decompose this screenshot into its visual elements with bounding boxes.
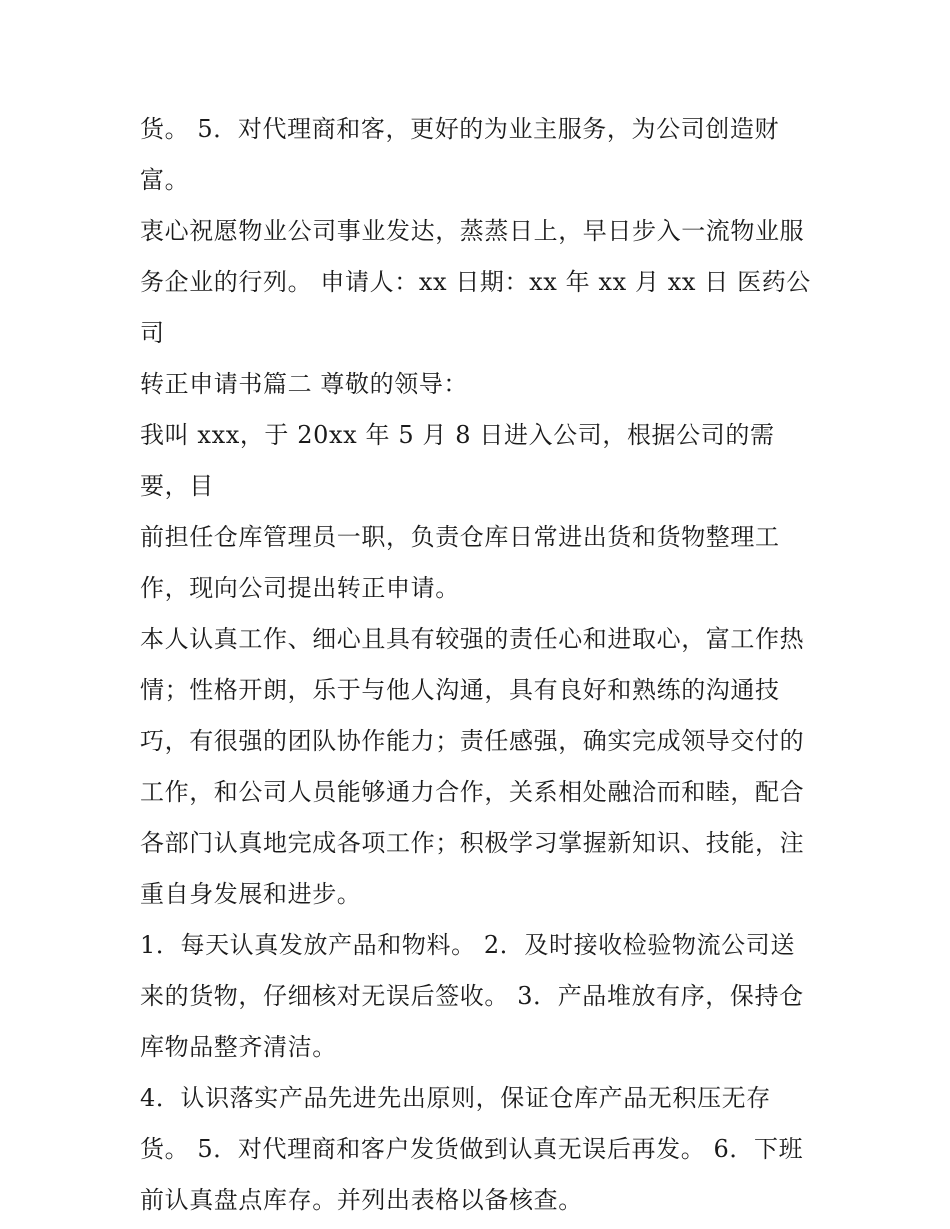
paragraph-duties-list-1: 1．每天认真发放产品和物料。 2．及时接收检验物流公司送 来的货物，仔细核对无误后签收。 3．产品堆放有序，保持仓 库物品整齐清洁。 (140, 931, 804, 1061)
document-body (140, 104, 820, 1226)
paragraph-self-evaluation: 本人认真工作、细心且具有较强的责任心和进取心，富工作热 情；性格开朗，乐于与他人沟通，具有良好和熟练的沟通技 巧，有很强的团队协作能力；责任感强，确实完成领导交付的 工作，和公司人员能够通力合作，关系相处融洽而和睦，配合 各部门认真地完成各项工作；积极学习掌握新知识、技能，注 重自身发展和进步。 (140, 625, 805, 908)
paragraph-self-introduction: 我叫 xxx，于 20xx 年 5 月 8 日进入公司，根据公司的需要，目 前担任仓库管理员一职，负责仓库日常进出货和货物整理工 作，现向公司提出转正申请。 (140, 421, 780, 602)
paragraph-wishes-and-signature: 衷心祝愿物业公司事业发达，蒸蒸日上，早日步入一流物业服 务企业的行列。 申请人：xx 日期：xx 年 xx 月 xx 日 医药公司 转正申请书篇二 尊敬的领导： (140, 217, 811, 398)
paragraph-closing-previous-list: 货。 5．对代理商和客，更好的为业主服务，为公司创造财 富。 (140, 115, 780, 194)
paragraph-duties-list-2: 4．认识落实产品先进先出原则，保证仓库产品无积压无存 货。 5．对代理商和客户发货做到认真无误后再发。 6．下班 前认真盘点库存。并列出表格以备核查。 (140, 1084, 804, 1214)
